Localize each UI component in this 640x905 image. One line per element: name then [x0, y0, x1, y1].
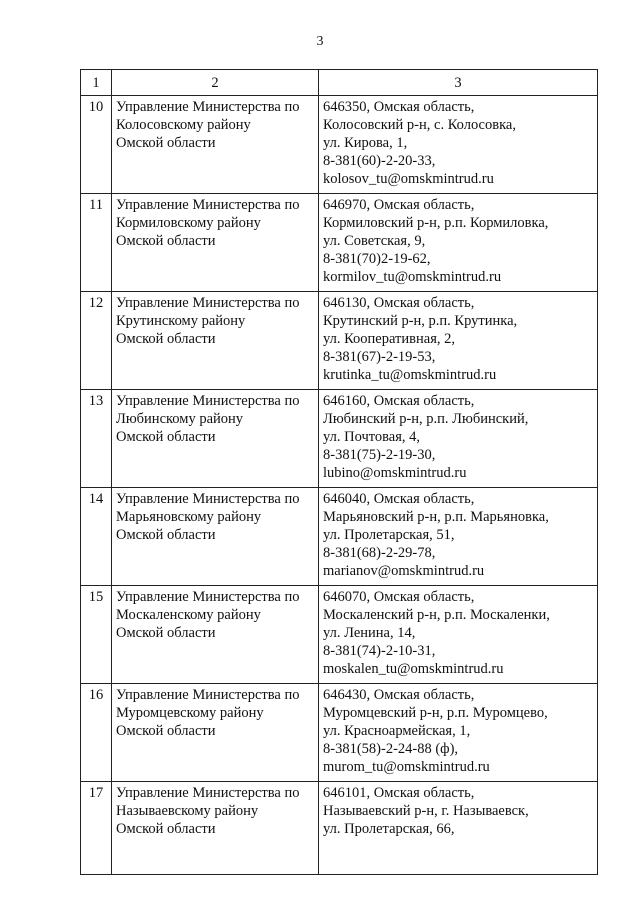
- address-line: ул. Почтовая, 4,: [323, 429, 421, 445]
- page-number: 3: [316, 34, 324, 49]
- address-line: Крутинский р-н, р.п. Крутинка,: [323, 313, 518, 329]
- address-line: lubino@omskmintrud.ru: [323, 465, 467, 481]
- office-name: [112, 292, 319, 390]
- address-line: ул. Кооперативная, 2,: [323, 331, 455, 347]
- office-name-line: Омской области: [116, 821, 216, 837]
- address-line: ул. Кирова, 1,: [323, 135, 408, 151]
- office-name-line: Омской области: [116, 233, 216, 249]
- office-address: [319, 684, 598, 782]
- office-name: [112, 194, 319, 292]
- office-address: [319, 390, 598, 488]
- address-line: murom_tu@omskmintrud.ru: [323, 759, 490, 775]
- address-line: kormilov_tu@omskmintrud.ru: [323, 269, 502, 285]
- row-number: 16: [81, 684, 112, 782]
- office-name: [112, 96, 319, 194]
- table-row: [81, 586, 598, 684]
- address-line: 646101, Омская область,: [323, 785, 475, 801]
- address-line: Называевский р-н, г. Называевск,: [323, 803, 529, 819]
- offices-table: [80, 69, 598, 875]
- table-row: [81, 194, 598, 292]
- office-name-line: Москаленскому району: [116, 607, 261, 623]
- address-line: 8-381(67)-2-19-53,: [323, 349, 436, 365]
- address-line: 8-381(75)-2-19-30,: [323, 447, 436, 463]
- office-address: [319, 96, 598, 194]
- office-name: [112, 684, 319, 782]
- office-name-line: Управление Министерства по: [116, 99, 300, 115]
- office-name-line: Управление Министерства по: [116, 785, 300, 801]
- address-line: 646350, Омская область,: [323, 99, 475, 115]
- address-line: 8-381(68)-2-29-78,: [323, 545, 436, 561]
- office-name-line: Управление Министерства по: [116, 393, 300, 409]
- address-line: Любинский р-н, р.п. Любинский,: [323, 411, 529, 427]
- row-number: 11: [81, 194, 112, 292]
- address-line: 646430, Омская область,: [323, 687, 475, 703]
- column-header-number: 1: [81, 70, 112, 96]
- table-row: [81, 96, 598, 194]
- office-name-line: Колосовскому району: [116, 117, 251, 133]
- row-number: 10: [81, 96, 112, 194]
- table-row: [81, 292, 598, 390]
- office-address: [319, 488, 598, 586]
- address-line: ул. Советская, 9,: [323, 233, 426, 249]
- row-number: 15: [81, 586, 112, 684]
- address-line: 8-381(74)-2-10-31,: [323, 643, 436, 659]
- office-name-line: Крутинскому району: [116, 313, 246, 329]
- office-address: [319, 782, 598, 875]
- office-name-line: Называевскому району: [116, 803, 259, 819]
- row-number: 13: [81, 390, 112, 488]
- column-header-address: 3: [319, 70, 598, 96]
- address-line: 646970, Омская область,: [323, 197, 475, 213]
- address-line: ул. Красноармейская, 1,: [323, 723, 471, 739]
- office-name-line: Кормиловскому району: [116, 215, 261, 231]
- row-number: 14: [81, 488, 112, 586]
- table-row: [81, 684, 598, 782]
- address-line: marianov@omskmintrud.ru: [323, 563, 485, 579]
- office-name-line: Муромцевскому району: [116, 705, 264, 721]
- office-name-line: Управление Министерства по: [116, 491, 300, 507]
- address-line: kolosov_tu@omskmintrud.ru: [323, 171, 494, 187]
- table-header-row: [81, 70, 598, 96]
- office-name-line: Омской области: [116, 429, 216, 445]
- office-name-line: Управление Министерства по: [116, 197, 300, 213]
- table-row: [81, 488, 598, 586]
- address-line: moskalen_tu@omskmintrud.ru: [323, 661, 504, 677]
- office-name-line: Омской области: [116, 625, 216, 641]
- table-row: [81, 390, 598, 488]
- office-name: [112, 488, 319, 586]
- row-number: 12: [81, 292, 112, 390]
- column-header-name: 2: [112, 70, 319, 96]
- address-line: Муромцевский р-н, р.п. Муромцево,: [323, 705, 548, 721]
- address-line: 646070, Омская область,: [323, 589, 475, 605]
- address-line: Марьяновский р-н, р.п. Марьяновка,: [323, 509, 549, 525]
- address-line: Кормиловский р-н, р.п. Кормиловка,: [323, 215, 549, 231]
- address-line: ул. Ленина, 14,: [323, 625, 416, 641]
- address-line: 646040, Омская область,: [323, 491, 475, 507]
- address-line: 646130, Омская область,: [323, 295, 475, 311]
- office-name-line: Омской области: [116, 723, 216, 739]
- address-line: 8-381(60)-2-20-33,: [323, 153, 436, 169]
- office-name: [112, 782, 319, 875]
- address-line: krutinka_tu@omskmintrud.ru: [323, 367, 497, 383]
- office-name: [112, 586, 319, 684]
- office-address: [319, 292, 598, 390]
- office-name-line: Управление Министерства по: [116, 589, 300, 605]
- address-line: ул. Пролетарская, 51,: [323, 527, 455, 543]
- office-name-line: Управление Министерства по: [116, 687, 300, 703]
- office-name-line: Омской области: [116, 527, 216, 543]
- address-line: 646160, Омская область,: [323, 393, 475, 409]
- row-number: 17: [81, 782, 112, 875]
- office-name: [112, 390, 319, 488]
- office-name-line: Любинскому району: [116, 411, 244, 427]
- table-row: [81, 782, 598, 875]
- address-line: ул. Пролетарская, 66,: [323, 821, 455, 837]
- office-name-line: Марьяновскому району: [116, 509, 262, 525]
- office-name-line: Омской области: [116, 135, 216, 151]
- address-line: 8-381(70)2-19-62,: [323, 251, 431, 267]
- office-name-line: Управление Министерства по: [116, 295, 300, 311]
- office-address: [319, 194, 598, 292]
- address-line: 8-381(58)-2-24-88 (ф),: [323, 741, 459, 757]
- address-line: Москаленский р-н, р.п. Москаленки,: [323, 607, 550, 623]
- address-line: Колосовский р-н, с. Колосовка,: [323, 117, 516, 133]
- office-name-line: Омской области: [116, 331, 216, 347]
- office-address: [319, 586, 598, 684]
